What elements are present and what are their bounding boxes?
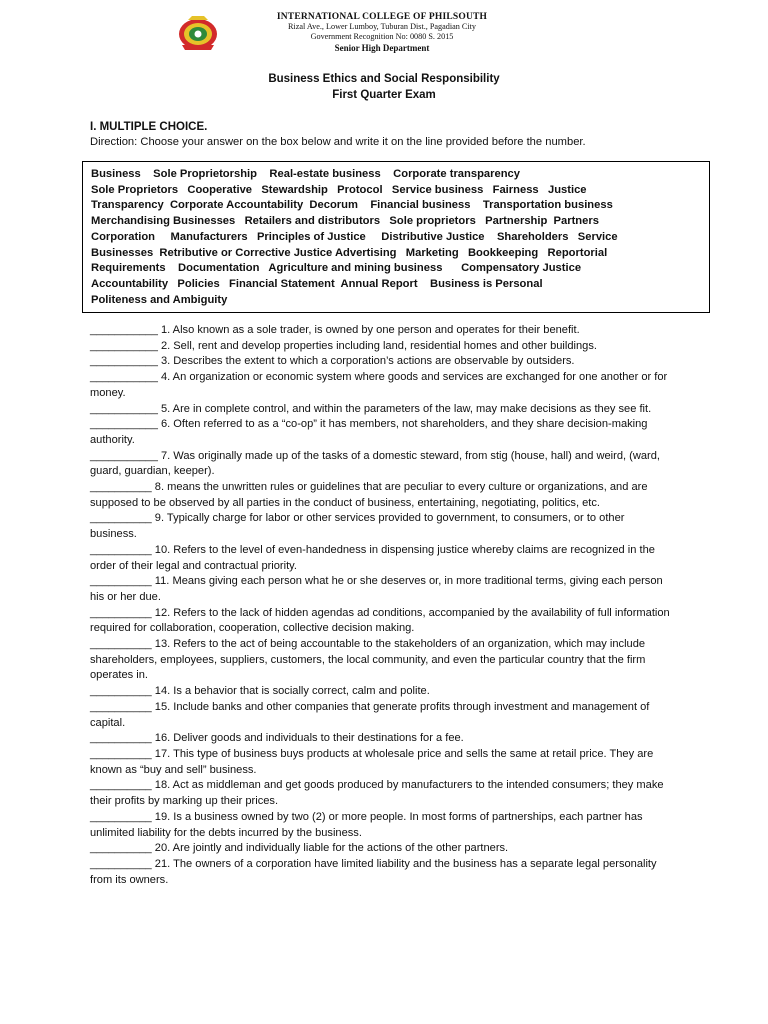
document-header — [0, 12, 768, 52]
question-item: ___________ 4. An organization or economic system where goods and services are exchanged for one another or for money. — [90, 371, 668, 399]
word-bank-line: Sole Proprietors Cooperative Stewardship Protocol Service business Fairness Justice — [91, 183, 587, 196]
question-item: __________ 14. Is a behavior that is socially correct, calm and polite. — [90, 685, 430, 698]
question-item: __________ 17. This type of business buys products at wholesale price and sells the same at retail price. They are known as “buy and sell” business. — [90, 747, 654, 776]
government-recognition: Government Recognition No: 0080 S. 2015 — [310, 32, 454, 41]
word-bank-line: Businesses Retributive or Corrective Justice Advertising Marketing Bookkeeping Reportorial — [91, 246, 608, 259]
word-bank-line: Business Sole Proprietorship Real-estate business Corporate transparency — [91, 168, 520, 180]
word-bank-box — [82, 161, 710, 313]
question-item: __________ 11. Means giving each person what he or she deserves or, in more traditional terms, giving each person his or her due. — [90, 575, 663, 603]
word-bank-lines — [91, 167, 706, 308]
question-item: __________ 21. The owners of a corporation have limited liability and the business has a separate legal personality from its owners. — [90, 857, 657, 886]
question-item: __________ 15. Include banks and other companies that generate profits through investment and management of capital. — [90, 700, 650, 729]
question-item: __________ 18. Act as middleman and get goods produced by manufacturers to the intended consumers; they make their profits by marking up their prices. — [90, 779, 664, 808]
word-bank-line: Accountability Policies Financial Statement Annual Report Business is Personal — [91, 277, 543, 290]
word-bank-line: Transparency Corporate Accountability Decorum Financial business Transportation business — [91, 199, 613, 212]
question-item: ___________ 2. Sell, rent and develop properties including land, residential homes and other buildings. — [90, 339, 597, 352]
question-item: __________ 12. Refers to the lack of hidden agendas ad conditions, accompanied by the availability of full information required for collaboration, cooperation, collective decision making. — [90, 606, 670, 635]
question-item: ___________ 1. Also known as a sole trader, is owned by one person and operates for their benefit. — [90, 324, 580, 336]
question-item: __________ 9. Typically charge for labor or other services provided to government, to consumers, or to other business. — [90, 512, 625, 541]
word-bank-line: Merchandising Businesses Retailers and distributors Sole proprietors Partnership Partners — [91, 215, 599, 228]
word-bank-line: Corporation Manufacturers Principles of Justice Distributive Justice Shareholders Service — [91, 230, 618, 243]
school-info — [232, 12, 532, 53]
question-item: ___________ 5. Are in complete control, and within the parameters of the law, may make decisions as they see fit. — [90, 402, 652, 415]
department-name: Senior High Department — [334, 43, 430, 53]
school-seal-icon — [178, 14, 218, 54]
section-heading: I. MULTIPLE CHOICE. — [90, 121, 208, 133]
school-name: INTERNATIONAL COLLEGE OF PHILSOUTH — [276, 12, 488, 22]
section-direction: Direction: Choose your answer on the box below and write it on the line provided before the number. — [90, 136, 586, 148]
question-item: ___________ 7. Was originally made up of the tasks of a domestic steward, from stig (house, hall) and weird, (ward, guard, guardian, keeper). — [90, 449, 660, 478]
question-item: __________ 16. Deliver goods and individuals to their destinations for a fee. — [90, 732, 464, 745]
question-item: __________ 8. means the unwritten rules or guidelines that are peculiar to every culture or organizations, and are supposed to be observed by all parties in the conduct of business, entertaining, negotiating, politics, etc. — [90, 481, 648, 509]
exam-title: Business Ethics and Social Responsibility — [268, 73, 500, 85]
question-item: ___________ 6. Often referred to as a “co-op” it has members, not shareholders, and they share decision-making authority. — [90, 418, 648, 446]
question-item: ___________ 3. Describes the extent to which a corporation’s actions are observable by outsiders. — [90, 355, 575, 368]
question-item: __________ 13. Refers to the act of being accountable to the stakeholders of an organization, which may include shareholders, employees, suppliers, customers, the local community, and even the particular country that the firm operates in. — [90, 638, 646, 682]
exam-subtitle: First Quarter Exam — [332, 89, 436, 101]
school-address: Rizal Ave., Lower Lumboy, Tuburan Dist., Pagadian City — [287, 22, 477, 31]
word-bank-line: Requirements Documentation Agriculture and mining business Compensatory Justice — [91, 262, 582, 275]
question-item: __________ 10. Refers to the level of even-handedness in dispensing justice whereby claims are recognized in the order of their legal and contractual priority. — [90, 543, 655, 572]
question-item: __________ 20. Are jointly and individually liable for the actions of the other partners. — [90, 842, 509, 855]
word-bank-line: Politeness and Ambiguity — [91, 293, 228, 306]
question-list — [90, 323, 672, 888]
question-item: __________ 19. Is a business owned by two (2) or more people. In most forms of partnerships, each partner has unlimited liability for the debts incurred by the business. — [90, 810, 643, 839]
